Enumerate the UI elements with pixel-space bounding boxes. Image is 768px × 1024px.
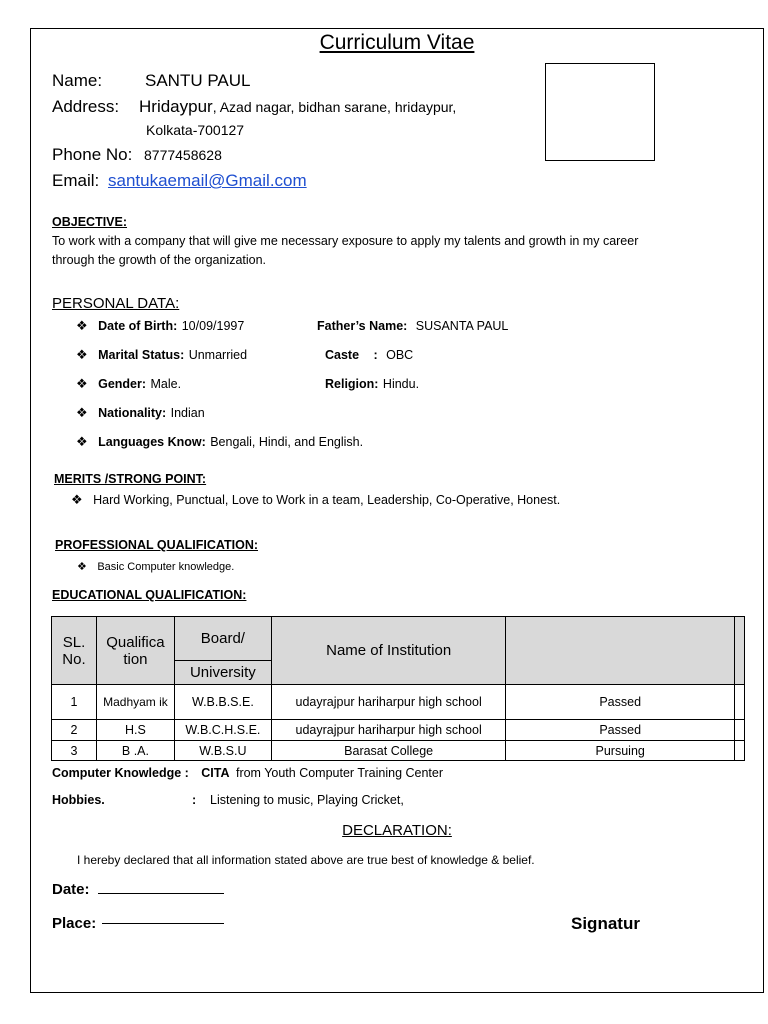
address-line1 [139, 97, 456, 117]
education-table [51, 616, 745, 761]
dob-label: Date of Birth: [98, 319, 178, 333]
header-sl: SL. No. [52, 617, 97, 685]
merits-text: Hard Working, Punctual, Love to Work in a team, Leadership, Co-Operative, Honest. [93, 493, 561, 507]
gender-label: Gender: [98, 377, 147, 391]
dob-value: 10/09/1997 [181, 319, 245, 333]
phone-value: 8777458628 [144, 147, 222, 163]
page-title: Curriculum Vitae [319, 31, 475, 54]
objective-line2: through the growth of the organization. [52, 253, 267, 267]
religion-label: Religion: [325, 377, 379, 391]
objective-line1: To work with a company that will give me necessary exposure to apply my talents and growth in my career [52, 234, 639, 248]
hobbies-value: Listening to music, Playing Cricket, [210, 793, 404, 807]
header-institution: Name of Institution [271, 617, 506, 685]
diamond-bullet-icon: ❖ [71, 492, 83, 507]
row-extra [734, 741, 744, 761]
diamond-bullet-icon: ❖ [76, 434, 88, 449]
table-row [52, 720, 745, 741]
email-label: Email: [52, 171, 100, 190]
row-sl: 2 [52, 720, 97, 741]
row-result: Pursuing [506, 741, 735, 761]
cv-page [30, 28, 764, 993]
address-line2: Kolkata-700127 [146, 122, 245, 138]
gender-value: Male. [150, 377, 182, 391]
professional-heading: PROFESSIONAL QUALIFICATION: [55, 538, 259, 552]
place-line [102, 923, 224, 924]
header-board-top: Board/ [174, 617, 271, 661]
religion-row [325, 375, 419, 393]
educational-heading: EDUCATIONAL QUALIFICATION: [52, 588, 247, 602]
father-row [317, 317, 508, 335]
marital-label: Marital Status: [98, 348, 185, 362]
hobbies-label: Hobbies. [52, 793, 105, 807]
row-board: W.B.C.H.S.E. [174, 720, 271, 741]
diamond-bullet-icon: ❖ [76, 318, 88, 333]
table-row [52, 741, 745, 761]
row-result: Passed [506, 720, 735, 741]
father-value: SUSANTA PAUL [415, 319, 509, 333]
email-link[interactable]: santukaemail@Gmail.com [108, 171, 307, 190]
row-board: W.B.S.U [174, 741, 271, 761]
date-line [98, 893, 224, 894]
diamond-bullet-icon: ❖ [76, 405, 88, 420]
table-row [52, 685, 745, 720]
row-sl: 1 [52, 685, 97, 720]
merits-heading: MERITS /STRONG POINT: [54, 472, 207, 486]
professional-item: Basic Computer knowledge. [97, 561, 235, 573]
merits-row [71, 491, 560, 509]
declaration-text: I hereby declared that all information stated above are true best of knowledge & belief. [77, 853, 535, 867]
marital-value: Unmarried [188, 348, 248, 362]
row-extra [734, 685, 744, 720]
name-label: Name: [52, 71, 103, 90]
signature-label: Signatur [571, 914, 640, 933]
header-board-bottom: University [174, 661, 271, 685]
row-qualification: B .A. [96, 741, 174, 761]
marital-row [76, 346, 247, 364]
caste-label: Caste [325, 348, 360, 362]
computer-rest: from Youth Computer Training Center [235, 766, 444, 780]
phone-label: Phone No: [52, 145, 133, 164]
nationality-row [76, 404, 205, 422]
nationality-value: Indian [170, 406, 205, 420]
professional-row [77, 557, 234, 575]
nationality-label: Nationality: [98, 406, 167, 420]
languages-label: Languages Know: [98, 435, 206, 449]
row-board: W.B.B.S.E. [174, 685, 271, 720]
languages-value: Bengali, Hindi, and English. [210, 435, 364, 449]
computer-row [52, 764, 443, 782]
religion-value: Hindu. [382, 377, 420, 391]
row-result: Passed [506, 685, 735, 720]
gender-row [76, 375, 181, 393]
objective-heading: OBJECTIVE: [52, 215, 128, 229]
place-label: Place: [52, 915, 97, 932]
photo-placeholder [545, 63, 655, 161]
languages-row [76, 433, 363, 451]
personal-heading: PERSONAL DATA: [52, 295, 180, 312]
header-qualification: Qualifica tion [96, 617, 174, 685]
row-institution: udayrajpur hariharpur high school [271, 720, 506, 741]
hobbies-colon: : [192, 793, 197, 807]
address-line1-head: Hridaypur [139, 97, 213, 116]
caste-value: OBC [386, 348, 414, 362]
father-label: Father’s Name: [317, 319, 408, 333]
outline-diamond-bullet-icon: ❖ [77, 561, 87, 573]
address-label: Address: [52, 97, 120, 116]
declaration-heading: DECLARATION: [342, 822, 452, 839]
computer-course: CITA [201, 766, 230, 780]
caste-row [325, 346, 413, 364]
computer-label: Computer Knowledge : [52, 766, 189, 780]
dob-row [76, 317, 244, 335]
diamond-bullet-icon: ❖ [76, 347, 88, 362]
row-institution: udayrajpur hariharpur high school [271, 685, 506, 720]
header-extra [734, 617, 744, 685]
row-qualification: Madhyam ik [96, 685, 174, 720]
header-result [506, 617, 735, 685]
row-extra [734, 720, 744, 741]
date-label: Date: [52, 881, 90, 898]
row-qualification: H.S [96, 720, 174, 741]
row-institution: Barasat College [271, 741, 506, 761]
outline-diamond-bullet-icon: ❖ [76, 376, 88, 391]
row-sl: 3 [52, 741, 97, 761]
caste-colon: : [373, 348, 378, 362]
name-value: SANTU PAUL [145, 71, 251, 90]
address-line1-rest: , Azad nagar, bidhan sarane, hridaypur, [212, 99, 457, 115]
